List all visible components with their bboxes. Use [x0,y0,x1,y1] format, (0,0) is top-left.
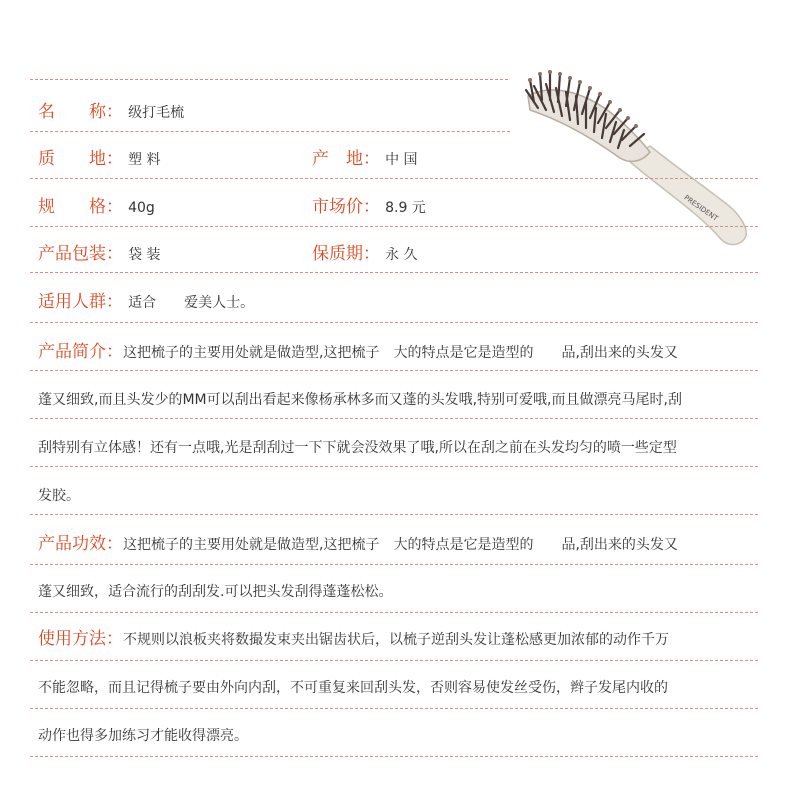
divider [30,708,758,709]
packaging-label: 产品包装： [38,244,123,264]
name-row [38,98,184,126]
price-label: 市场价： [312,197,380,217]
name-label: 名 称： [38,102,123,122]
intro-line-4: 发胶。 [38,488,80,504]
divider [30,564,758,565]
divider [30,79,508,80]
divider [30,322,758,323]
origin-value: 中 国 [385,152,418,168]
spec-value: 40g [128,200,155,216]
spec-label: 规 格： [38,197,123,217]
audience-label: 适用人群： [38,292,123,312]
packaging-row [38,240,161,268]
divider [30,370,758,371]
intro-line-1 [38,338,678,367]
divider [30,660,758,661]
origin-row [312,145,418,173]
intro-label: 产品简介： [38,342,123,362]
divider [30,226,758,227]
usage-line-2: 不能忽略，而且记得梳子要由外向内刮，不可重复来回刮头发，否则容易使发丝受伤，辫子发尾内收的 [38,680,668,696]
material-label: 质 地： [38,149,123,169]
effect-line-2: 蓬又细致，适合流行的刮刮发.可以把头发刮得蓬蓬松松。 [38,584,393,600]
effect-line-1 [38,530,678,559]
usage-label: 使用方法： [38,629,123,649]
usage-line-3: 动作也得多加练习才能收得漂亮。 [38,728,248,744]
price-value: 8.9 元 [385,200,426,216]
divider [30,514,758,515]
divider [30,612,758,613]
shelf-life-label: 保质期： [312,244,380,264]
divider [30,272,758,273]
divider [30,418,758,419]
audience-value: 适合 爱美人士。 [128,295,255,311]
effect-label: 产品功效： [38,534,123,554]
usage-text: 不规则以浪板夹将数撮发束夹出锯齿状后，以梳子逆刮头发让蓬松感更加浓郁的动作千万 [123,632,669,648]
name-value: 级打毛梳 [128,105,185,121]
intro-line-2: 蓬又细致,而且头发少的MM可以刮出看起来像杨承林多而又蓬的头发哦,特别可爱哦,而且做漂亮马尾时,刮 [38,392,682,408]
comb-product-image [510,60,775,250]
material-row [38,145,161,173]
svg-text:PRESIDENT: PRESIDENT [682,193,720,223]
shelf-life-row [312,240,418,268]
divider [30,131,510,132]
audience-row [38,288,254,316]
effect-text: 这把梳子的主要用处就是做造型,这把梳子 大的特点是它是造型的 品,刮出来的头发又 [123,537,678,553]
origin-label: 产 地： [312,149,380,169]
usage-line-1 [38,625,669,654]
divider [30,466,758,467]
price-row [312,193,426,221]
intro-line-3: 刮特别有立体感！还有一点哦,光是刮刮过一下下就会没效果了哦,所以在刮之前在头发均匀的喷一些定型 [38,440,677,456]
intro-text: 这把梳子的主要用处就是做造型,这把梳子 大的特点是它是造型的 品,刮出来的头发又 [123,345,678,361]
divider [30,178,758,179]
divider [30,756,758,757]
material-value: 塑 料 [128,152,161,168]
shelf-life-value: 永 久 [385,247,418,263]
packaging-value: 袋 装 [128,247,161,263]
spec-row [38,193,155,221]
